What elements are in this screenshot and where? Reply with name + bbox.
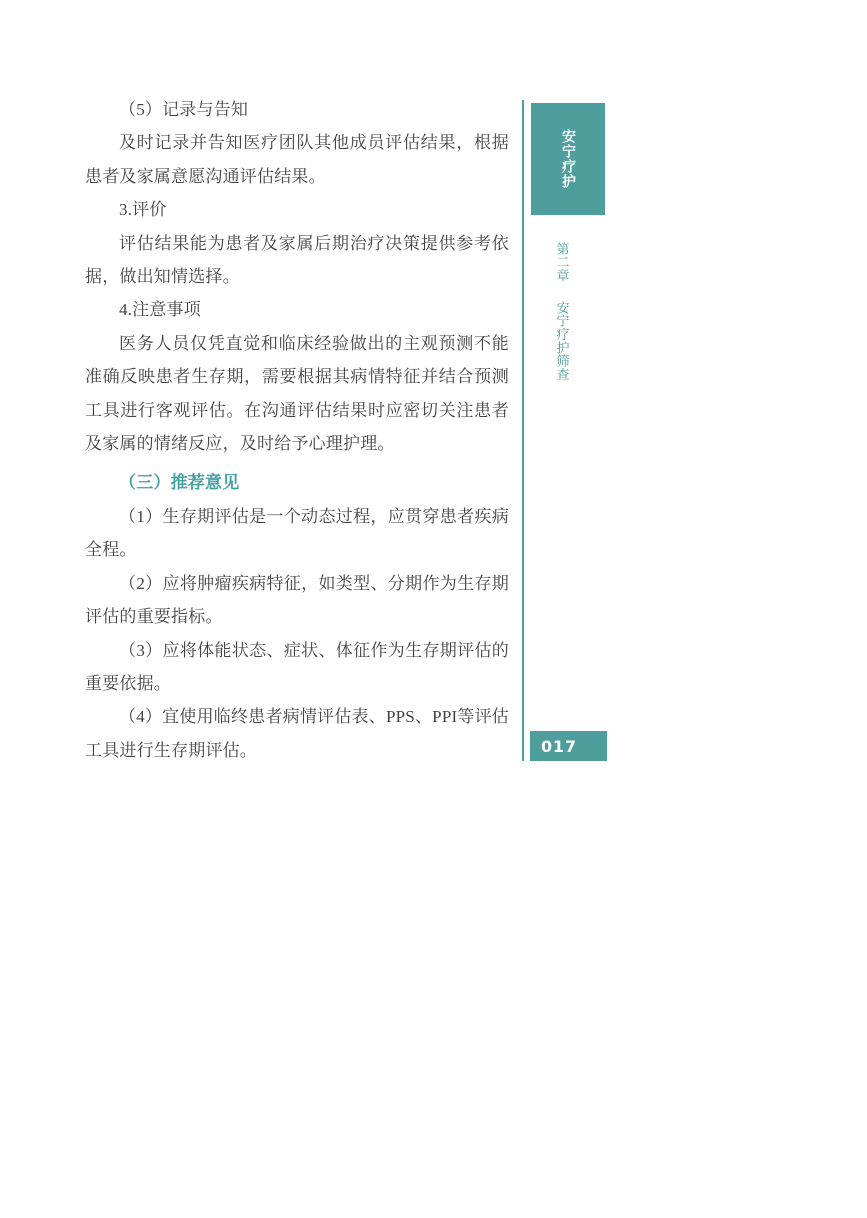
body-paragraph: （3）应将体能状态、症状、体征作为生存期评估的重要依据。	[85, 640, 509, 693]
body-paragraph: （1）生存期评估是一个动态过程，应贯穿患者疾病全程。	[85, 506, 509, 560]
body-paragraph: （4）宜使用临终患者病情评估表、PPS、PPI等评估工具进行生存期评估。	[85, 707, 509, 760]
chapter-title-label: 安宁疗护筛查	[554, 301, 570, 381]
body-paragraph: 医务人员仅凭直觉和临床经验做出的主观预测不能准确反映患者生存期，需要根据其病情特征并结合预测工具进行客观评估。在沟通评估结果时应密切关注患者及家属的情绪反应，及时给予心理护理。	[85, 333, 509, 454]
chapter-number-vertical	[525, 242, 599, 282]
body-paragraph: （2）应将肿瘤疾病特征，如类型、分期作为生存期评估的重要指标。	[85, 573, 509, 627]
page-number: 017	[541, 736, 577, 756]
body-text-column	[85, 93, 509, 767]
body-paragraph: 及时记录并告知医疗团队其他成员评估结果，根据患者及家属意愿沟通评估结果。	[85, 133, 509, 186]
chapter-number-label: 第二章	[554, 242, 570, 282]
body-paragraph: 3.评价	[119, 200, 167, 220]
chapter-tab-label: 安宁疗护	[560, 129, 576, 189]
chapter-tab	[531, 103, 605, 215]
page-number-badge	[530, 731, 607, 761]
chapter-title-vertical	[525, 301, 599, 381]
body-paragraph: （5）记录与告知	[119, 100, 249, 119]
section-heading: （三）推荐意见	[119, 473, 240, 493]
sidebar-vertical-rule	[522, 100, 524, 761]
body-paragraph: 评估结果能为患者及家属后期治疗决策提供参考依据，做出知情选择。	[85, 233, 509, 287]
body-paragraph: 4.注意事项	[119, 300, 201, 320]
